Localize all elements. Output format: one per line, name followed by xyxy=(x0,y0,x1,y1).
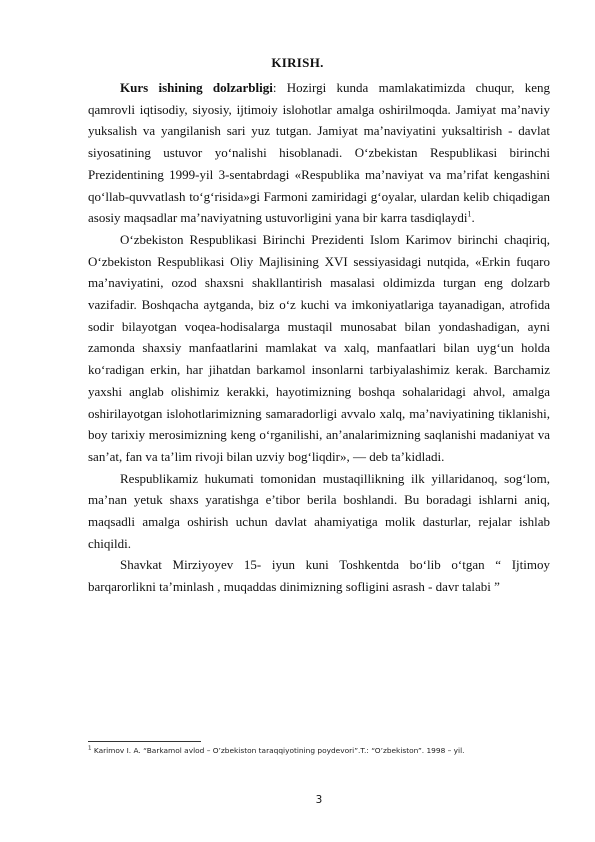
section-title: KIRISH. xyxy=(271,55,324,70)
footnote-ref[interactable]: 1 xyxy=(467,209,472,219)
footnote xyxy=(88,746,558,756)
paragraph-1-text: : Hozirgi kunda mamlakatimizda chuqur, keng qamrovli iqtisodiy, siyosiy, ijtimoiy islohotlar amalga oshirilmoqda. Jamiyat ma’naviy yuksalish va yangilanish sari yuz tutgan. Jamiyat ma’naviyatini yuksaltirish - davlat siyosatining ustuvor yo‘nalishi hisoblanadi. O‘zbekistan Respublikasi birinchi Prezidentining 1999-yil 3-sentabrdagi «Respublika ma’naviyat va ma’rifat kengashini qo‘llab-quvvatlash to‘g‘risida»gi Farmoni zamiridagi g‘oyalar, ulardan kelib chiqadigan asosiy maqsadlar ma’naviyatning ustuvorligini yana bir karra tasdiqlaydi xyxy=(88,80,551,226)
body-text xyxy=(88,77,550,598)
paragraph-1-lead: Kurs ishining dolzarbligi xyxy=(120,80,273,95)
paragraph-4: Shavkat Mirziyoyev 15- iyun kuni Toshkentda bo‘lib o‘tgan “ Ijtimoy barqarorlikni ta’minlash , muqaddas dinimizning sofligini asrash - davr talabi ” xyxy=(88,557,550,595)
paragraph-1 xyxy=(88,77,550,229)
paragraph-1-end: . xyxy=(471,210,475,226)
paragraph-3: Respublikamiz hukumati tomonidan mustaqillikning ilk yillaridanoq, sog‘lom, ma’nan yetuk shaxs yaratishga e’tibor berila boshlandi. Bu boradagi ishlarni aniq, maqsadli amalga oshirish uchun davlat ahamiyatiga molik dasturlar, rejalar ishlab chiqildi. xyxy=(88,470,550,551)
footnote-marker: 1 xyxy=(88,745,92,752)
page-number: 3 xyxy=(315,794,323,806)
footnote-text: Karimov I. A. “Barkamol avlod – O’zbekiston taraqqiyotining poydevori”.T.: “O’zbekiston”. 1998 – yil. xyxy=(91,746,465,755)
paragraph-2: O‘zbekiston Respublikasi Birinchi Prezidenti Islom Karimov birinchi chaqiriq, O‘zbekiston Respublikasi Oliy Majlisining XVI sessiyasidagi nutqida, «Erkin fuqaro ma’naviyatini, ozod shaxsni shakllantirish masalasi oldimizda turgan eng dolzarb vazifadir. Boshqacha aytganda, biz o‘z kuchi va imkoniyatlariga tayanadigan, atrofida sodir bilayotgan voqea-hodisalarga mustaqil munosabat bilan yondashadigan, ayni zamonda shaxsiy manfaatlarini mamlakat va xalq, manfaatlari bilan uyg‘un holda ko‘radigan erkin, har jihatdan barkamol insonlarni tarbiyalashimiz kerak. Barchamiz yaxshi anglab olishimiz kerakki, hayotimizning boshqa sohalaridagi ahvol, amalga oshirilayotgan islohotlarimizning samaradorligi avvalo xalq, ma’naviyatining tiklanishi, boy tarixiy merosimizning keng o‘rganilishi, an’analarimizning saqlanishi madaniyat va san’at, fan va ta’lim rivoji bilan uzviy bog‘liqdir», — deb ta’kidladi. xyxy=(88,231,550,464)
footnote-divider xyxy=(88,741,201,742)
